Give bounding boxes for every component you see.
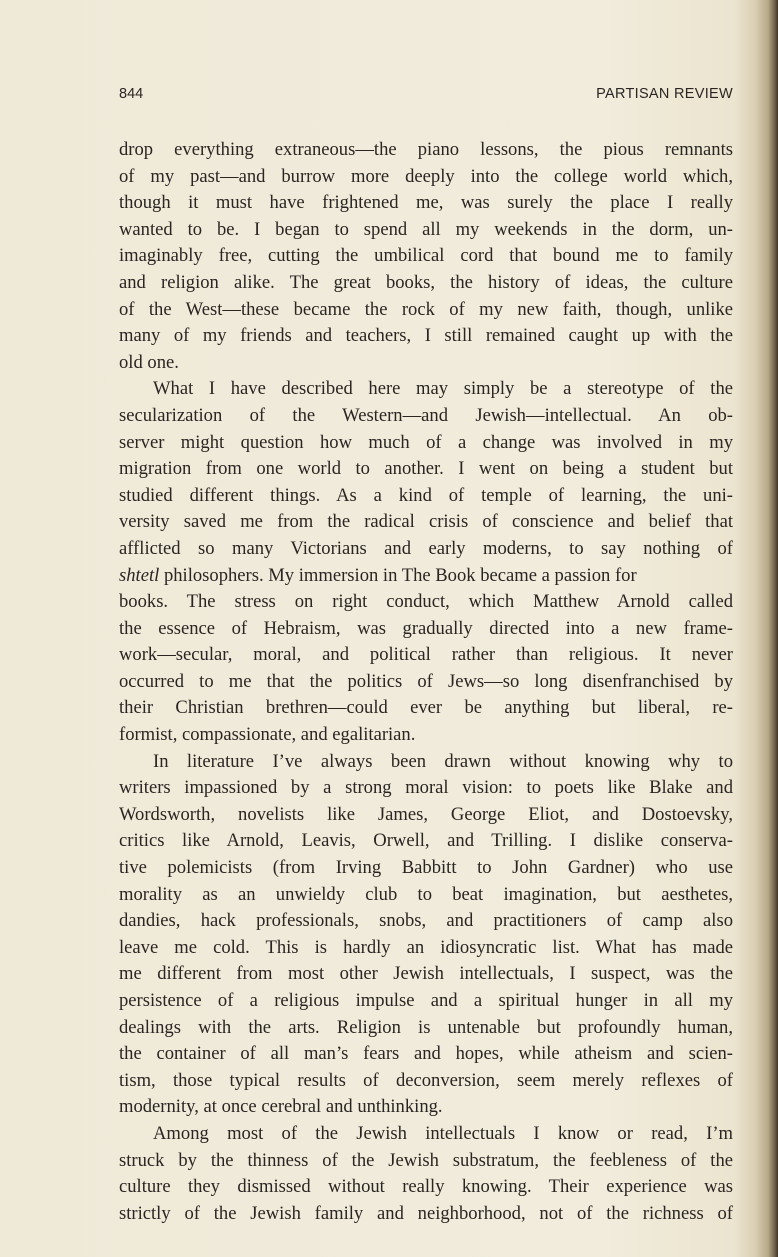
text-line: work—secular, moral, and political rather than religious. It never bbox=[119, 644, 733, 666]
text-line: In literature I’ve always been drawn without knowing why to bbox=[153, 750, 733, 772]
text-line: server might question how much of a change was involved in my bbox=[119, 431, 733, 453]
text-line: culture they dismissed without really knowing. Their experience was bbox=[119, 1176, 733, 1198]
text-line: and religion alike. The great books, the history of ideas, the culture bbox=[119, 271, 733, 293]
running-header bbox=[119, 86, 733, 108]
text-line: writers impassioned by a strong moral vision: to poets like Blake and bbox=[119, 777, 733, 799]
text-line: versity saved me from the radical crisis of conscience and belief that bbox=[119, 511, 733, 533]
text-line: me different from most other Jewish intellectuals, I suspect, was the bbox=[119, 963, 733, 985]
text-line: studied different things. As a kind of temple of learning, the uni- bbox=[119, 484, 733, 506]
text-line: their Christian brethren—could ever be anything but liberal, re- bbox=[119, 697, 733, 719]
text-line: many of my friends and teachers, I still remained caught up with the bbox=[119, 325, 733, 347]
text-line: old one. bbox=[119, 351, 179, 373]
text-line: What I have described here may simply be a stereotype of the bbox=[153, 378, 733, 400]
article-body bbox=[119, 137, 733, 1227]
text-line: struck by the thinness of the Jewish substratum, the feebleness of the bbox=[119, 1149, 733, 1171]
text-line: occurred to me that the politics of Jews—so long disenfranchised by bbox=[119, 670, 733, 692]
italic-word: shtetl bbox=[119, 564, 160, 586]
text-line: afflicted so many Victorians and early moderns, to say nothing of bbox=[119, 537, 733, 559]
text-line: dandies, hack professionals, snobs, and practitioners of camp also bbox=[119, 910, 733, 932]
text-line: strictly of the Jewish family and neighborhood, not of the richness of bbox=[119, 1202, 733, 1224]
text-line: persistence of a religious impulse and a spiritual hunger in all my bbox=[119, 990, 733, 1011]
paragraph bbox=[119, 1121, 733, 1227]
text-line: Among most of the Jewish intellectuals I know or read, I’m bbox=[153, 1122, 733, 1144]
text-line: drop everything extraneous—the piano lessons, the pious remnants bbox=[119, 139, 733, 160]
text-line: Wordsworth, novelists like James, George Eliot, and Dostoevsky, bbox=[119, 803, 733, 825]
paragraph bbox=[119, 137, 733, 376]
text-line: secularization of the Western—and Jewish—intellectual. An ob- bbox=[119, 404, 733, 426]
text-line: the essence of Hebraism, was gradually directed into a new frame- bbox=[119, 617, 733, 639]
page-number: 844 bbox=[119, 86, 144, 102]
text-line: modernity, at once cerebral and unthinking. bbox=[119, 1096, 443, 1118]
text-line: wanted to be. I began to spend all my weekends in the dorm, un- bbox=[119, 218, 733, 240]
line-text: philosophers. My immersion in The Book became a passion for bbox=[159, 564, 637, 586]
text-line: though it must have frightened me, was surely the place I really bbox=[119, 192, 733, 214]
text-line: of my past—and burrow more deeply into the college world which, bbox=[119, 165, 733, 187]
text-line: imaginably free, cutting the umbilical cord that bound me to family bbox=[119, 245, 733, 267]
text-line: books. The stress on right conduct, which Matthew Arnold called bbox=[119, 591, 733, 613]
text-line: dealings with the arts. Religion is untenable but profoundly human, bbox=[119, 1016, 733, 1038]
text-line: morality as an unwieldy club to beat imagination, but aesthetes, bbox=[119, 883, 733, 905]
text-line: critics like Arnold, Leavis, Orwell, and Trilling. I dislike conserva- bbox=[119, 830, 733, 852]
text-line bbox=[119, 563, 733, 590]
paragraph bbox=[119, 376, 733, 748]
text-line: of the West—these became the rock of my new faith, though, unlike bbox=[119, 298, 733, 320]
text-line: the container of all man’s fears and hopes, while atheism and scien- bbox=[119, 1043, 733, 1065]
text-line: tive polemicists (from Irving Babbitt to John Gardner) who use bbox=[119, 857, 733, 879]
text-line: tism, those typical results of deconversion, seem merely reflexes of bbox=[119, 1069, 733, 1091]
text-line: formist, compassionate, and egalitarian. bbox=[119, 724, 416, 746]
paragraph bbox=[119, 749, 733, 1121]
journal-title: PARTISAN REVIEW bbox=[596, 86, 733, 102]
text-line: migration from one world to another. I went on being a student but bbox=[119, 458, 733, 480]
text-line: leave me cold. This is hardly an idiosyncratic list. What has made bbox=[119, 936, 733, 958]
